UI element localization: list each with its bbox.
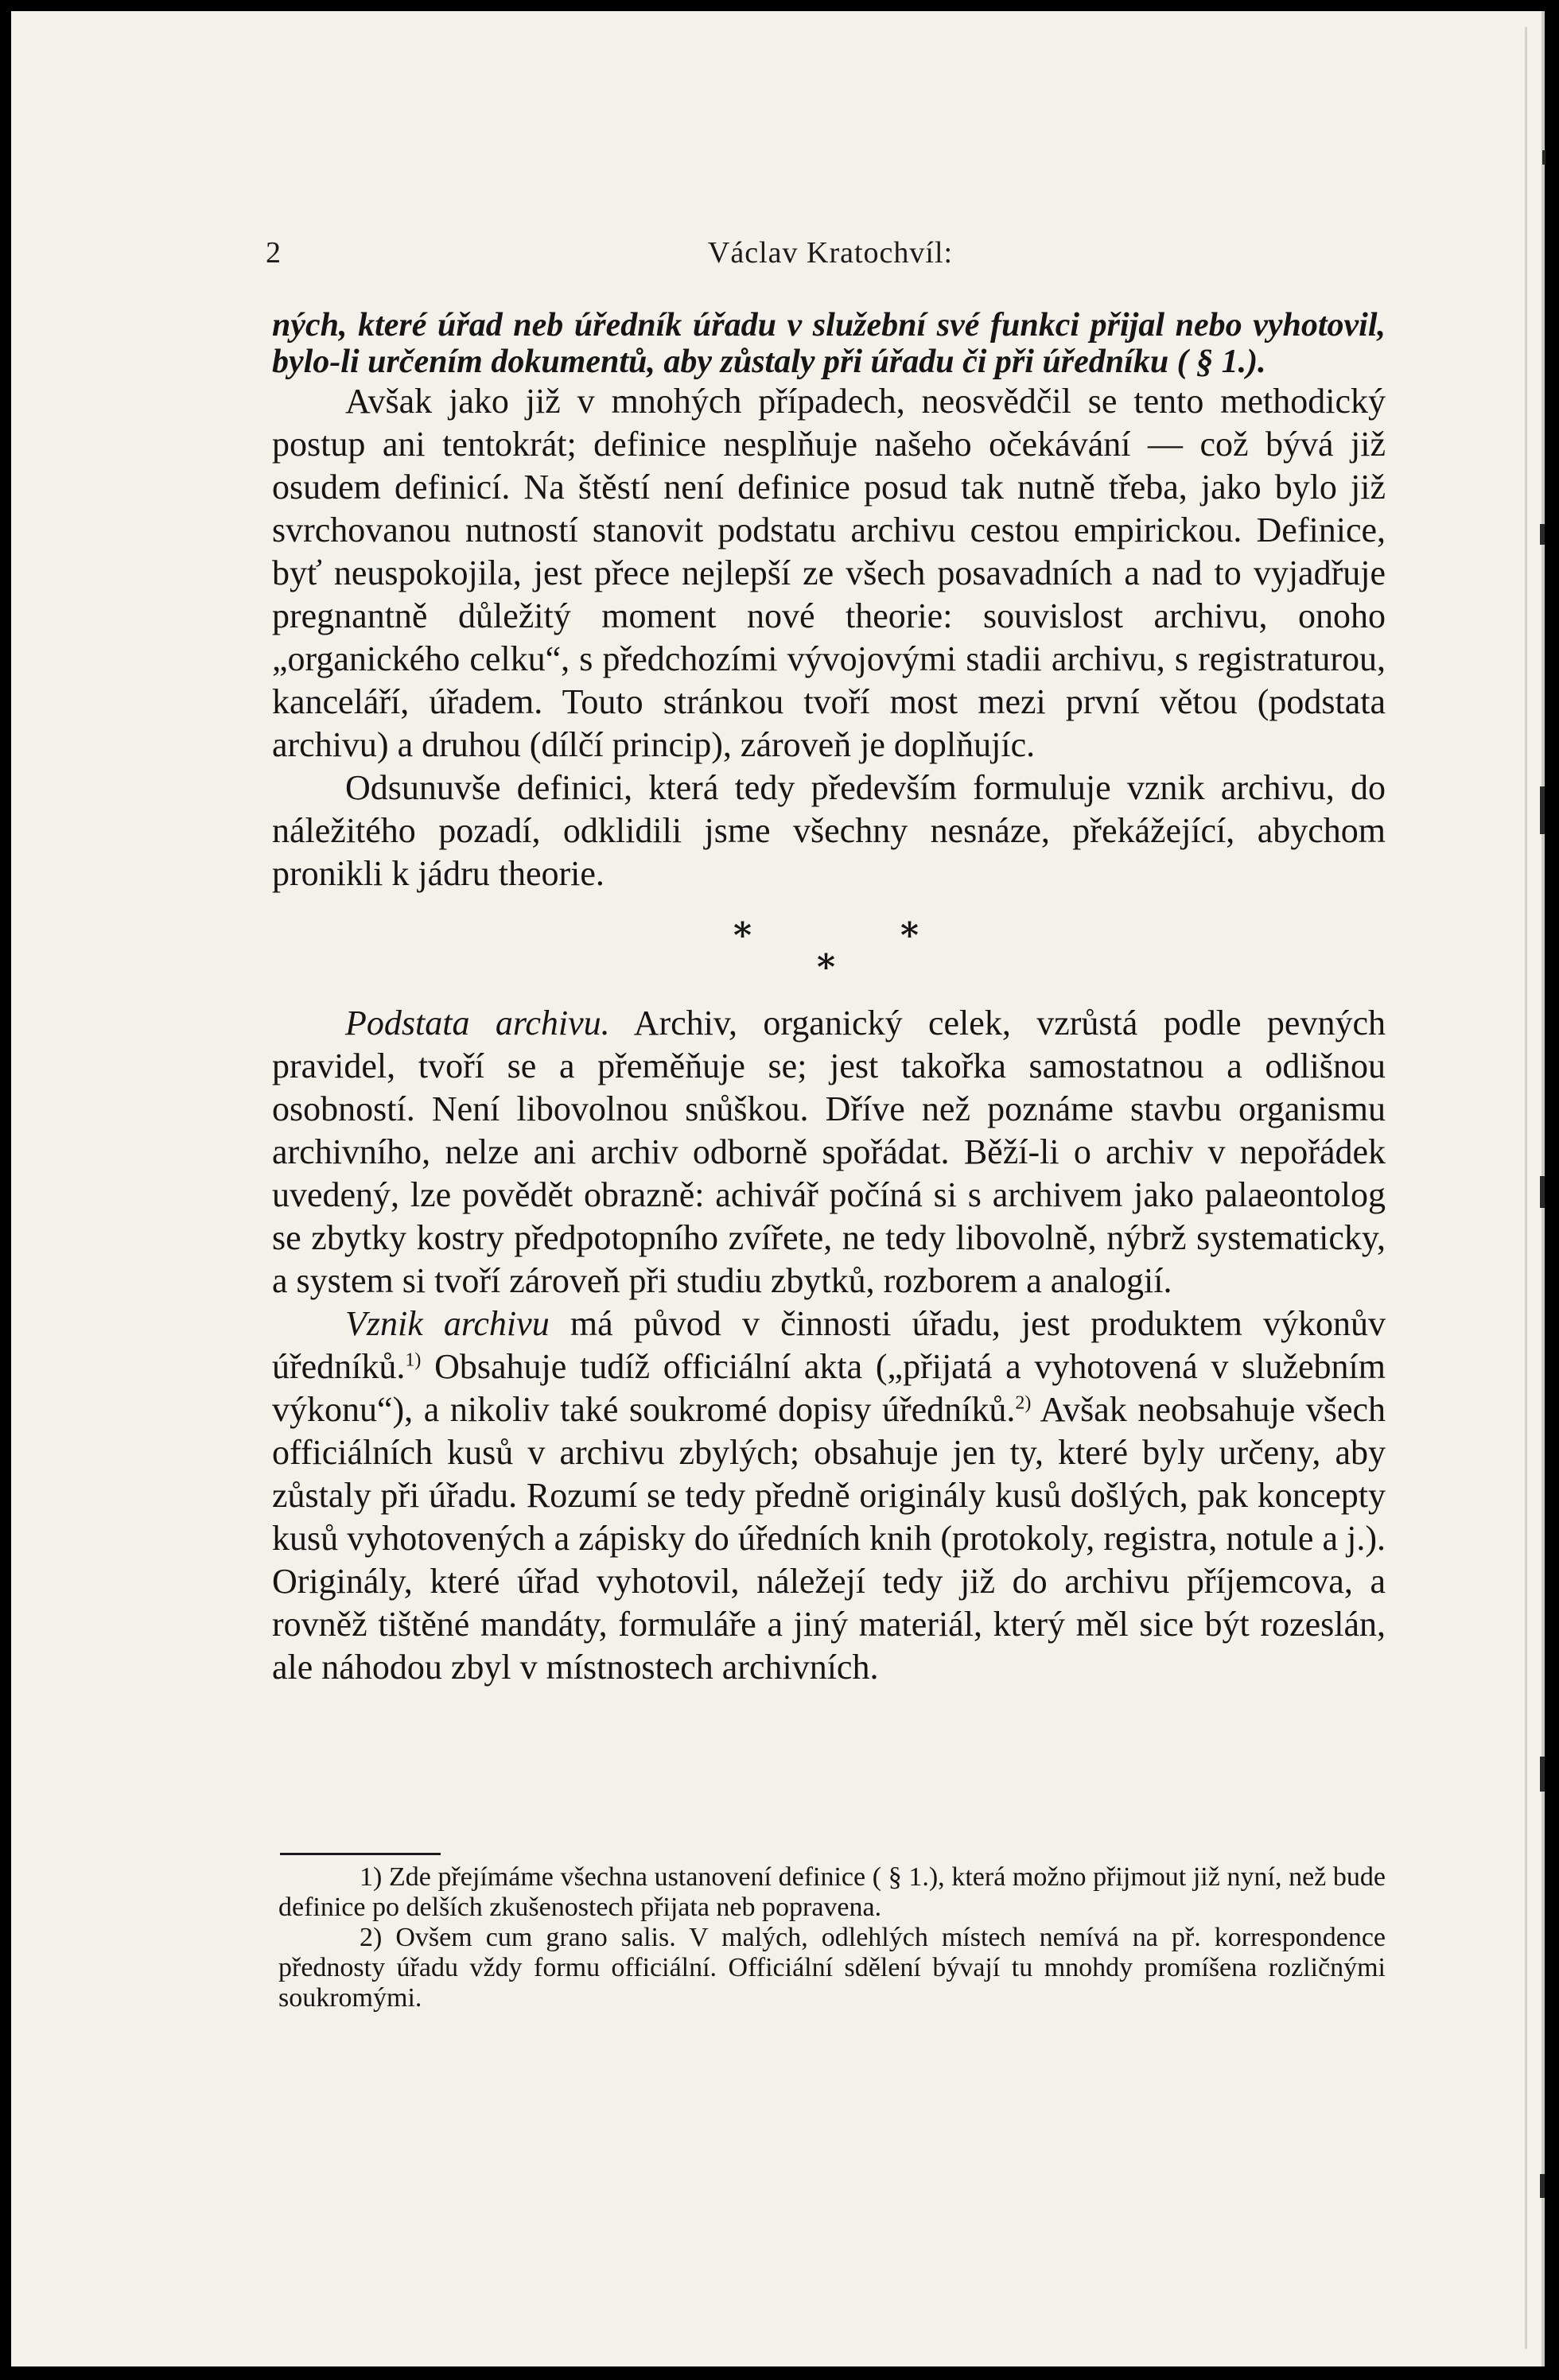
page-number: 2 (266, 236, 281, 270)
scan-artifact (1542, 150, 1545, 165)
italic-definition-paragraph: ných, které úřad neb úředník úřadu v služební své funkci přijal nebo vyhotovil, bylo-li určením dokumentů, aby zůstaly při úřadu či při úředníku ( § 1.). (272, 307, 1386, 380)
scan-artifact (1540, 1176, 1545, 1208)
scan-artifact (1540, 786, 1545, 834)
section-text: Obsahuje tudíž officiální akta („přijatá a vyhotovená v služebním výkonu“), a nikoliv také soukromé dopisy úředníků. (272, 1347, 1386, 1429)
footnote-marker: 2) (360, 1923, 383, 1952)
footnotes (278, 1862, 1386, 2013)
footnote-text: Zde přejímáme všechna ustanovení definice ( § 1.), která možno přijmout již nyní, než bude definice po delších zkušenostech přijata neb popravena. (278, 1862, 1386, 1922)
section-text: má původ v činnosti úřadu, jest produktem výkonův úředníků. (272, 1304, 1386, 1386)
section-podstata-archivu (272, 1002, 1386, 1303)
section-text: Avšak neobsahuje všech officiálních kusů v archivu zbylých; obsahuje jen ty, které byly určeny, aby zůstaly při úřadu. Rozumí se tedy předně originály kusů došlých, pak koncepty kusů vyhotovených a zápisky do úředních knih (protokoly, registra, notule a j.). Originály, které úřad vyhotovil, náležejí tedy již do archivu příjemcova, a rovněž tištěné mandáty, formuláře a jiný materiál, který měl sice být rozeslán, ale náhodou zbyl v místnostech archivních. (272, 1390, 1386, 1687)
running-title: Václav Kratochvíl: (707, 236, 954, 270)
scan-artifact (1540, 1757, 1545, 1792)
paragraph: Odsunuvše definici, která tedy především formuluje vznik archivu, do náležitého pozadí, odklidili jsme všechny nesnáze, překážející, abychom pronikli k jádru theorie. (272, 768, 1386, 893)
footnote-reference[interactable]: 2) (1015, 1392, 1032, 1414)
footnote (278, 1862, 1386, 1923)
section-text: Archiv, organický celek, vzrůstá podle pevných pravidel, tvoří se a přeměňuje se; jest takořka samostatnou a odlišnou osobností. Není libovolnou snůškou. Dříve než poznáme stavbu organismu archivního, nelze ani archiv odborně spořádat. Běží-li o archiv v nepořádek uvedený, lze povědět obrazně: achivář počíná si s archivem jako palaeontolog se zbytky kostry předpotopního zvířete, ne tedy libovolně, nýbrž systematicky, a system si tvoří zároveň při studiu zbytků, rozborem a analogií. (272, 1004, 1386, 1300)
asterism-divider (272, 903, 1386, 991)
page-edge-shadow (1525, 27, 1527, 2349)
footnote-separator (280, 1853, 441, 1855)
footnote-text: Ovšem cum grano salis. V malých, odlehlých místech nemívá na př. korrespondence přednosty úřadu vždy formu officiální. Officiální sdělení bývají tu mnohdy promíšena rozličnými soukromými. (278, 1923, 1386, 2013)
section-heading: Vznik archivu (345, 1304, 550, 1343)
section-vznik-archivu (272, 1303, 1386, 1689)
paragraph: Avšak jako již v mnohých případech, neosvědčil se tento methodický postup ani tentokrát; definice nesplňuje našeho očekávání — což bývá již osudem definicí. Na štěstí není definice posud tak nutně třeba, jako bylo již svrchovanou nutností stanovit podstatu archivu cestou empirickou. Definice, byť neuspokojila, jest přece nejlepší ze všech posavadních a nad to vyjadřuje pregnantně důležitý moment nové theorie: souvislost archivu, onoho „organického celku“, s předchozími vývojovými stadii archivu, s registraturou, kanceláří, úřadem. Touto stránkou tvoří most mezi první větou (podstata archivu) a druhou (dílčí princip), zároveň je doplňujíc. (272, 382, 1386, 764)
asterisk-icon: * (817, 947, 836, 988)
scan-artifact (1540, 2174, 1545, 2198)
asterisk-icon: * (733, 915, 752, 956)
footnote-marker: 1) (360, 1862, 383, 1892)
footnote-reference[interactable]: 1) (405, 1349, 422, 1371)
scan-artifact (1540, 524, 1545, 545)
running-head (266, 235, 1395, 275)
scanned-page (11, 11, 1545, 2366)
main-text (272, 307, 1386, 1689)
asterisk-icon: * (900, 915, 919, 956)
section-heading: Podstata archivu. (345, 1004, 610, 1042)
footnote (278, 1923, 1386, 2013)
